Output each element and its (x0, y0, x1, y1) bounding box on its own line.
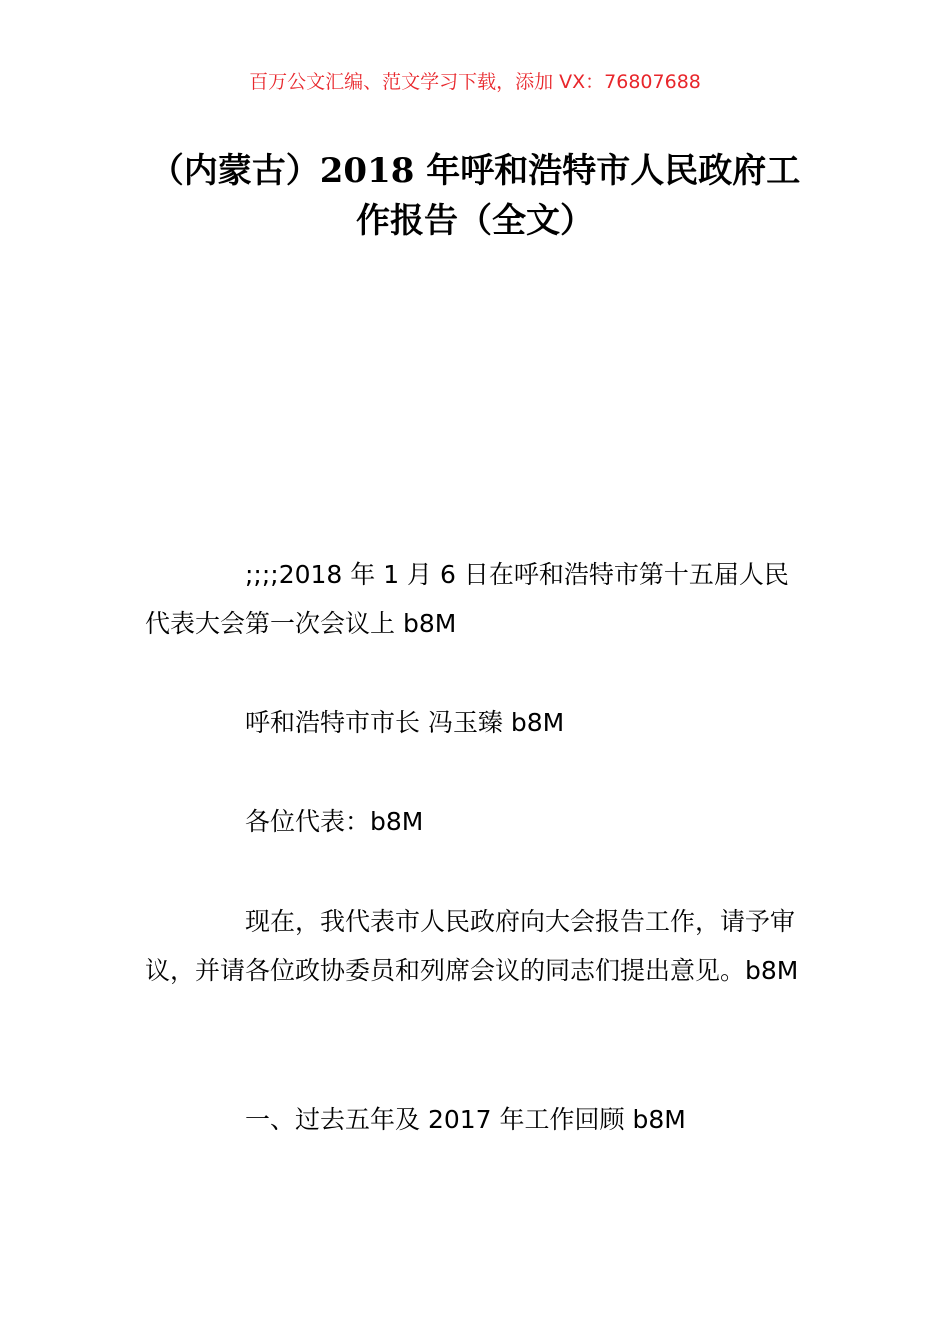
opening-paragraph: 现在，我代表市人民政府向大会报告工作，请予审议，并请各位政协委员和列席会议的同志们提出意见。b8M (145, 907, 799, 985)
document-title (140, 146, 810, 246)
document-title-line-2: 作报告（全文） (356, 201, 594, 241)
meeting-info-paragraph: ;;;;2018 年 1 月 6 日在呼和浩特市第十五届人民代表大会第一次会议上 b8M (145, 560, 789, 638)
header-note: 百万公文汇编、范文学习下载，添加 VX：76807688 (249, 71, 701, 93)
salutation-paragraph: 各位代表：b8M (245, 807, 424, 836)
speaker-paragraph: 呼和浩特市市长 冯玉臻 b8M (245, 708, 565, 737)
document-title-line-1: （内蒙古）2018 年呼和浩特市人民政府工 (149, 151, 801, 191)
section-heading-one: 一、过去五年及 2017 年工作回顾 b8M (245, 1105, 686, 1134)
